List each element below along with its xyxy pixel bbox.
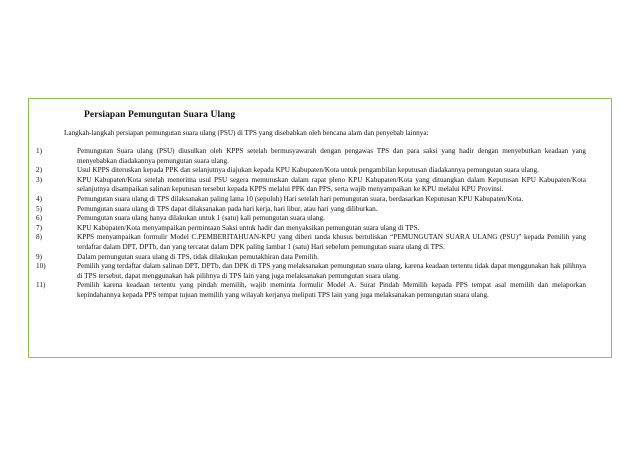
- list-item-number: 11): [36, 281, 46, 290]
- list-item-number: 9): [36, 252, 42, 261]
- list-item: [36, 262, 586, 281]
- list-item: [36, 233, 586, 252]
- list-item-text: Pemungutan suara ulang di TPS dilaksanakan paling lama 10 (sepuluh) Hari setelah hari pemungutan suara, berdasarkan Keputusan KPU Kabupaten/Kota.: [77, 194, 524, 203]
- list-item-number: 1): [36, 147, 42, 155]
- list-item: [36, 176, 586, 195]
- list-item-number: 10): [36, 262, 46, 271]
- list-item-text: KPPS menyampaikan formulir Model C.PEMBERITAHUAN-KPU yang diberi tanda khusus bertuliskan “PEMUNGUTAN SUARA ULANG (PSU)” kepada Pemilih yang terdaftar dalam DPT, DPTb, dan yang tercatat dalam DPK paling lambat 1 (satu) Hari sebelum pemungutan suara ulang di TPS.: [77, 233, 586, 251]
- list-item: [36, 166, 586, 176]
- list-item-number: 7): [36, 223, 42, 232]
- list-item-text: Pemungutan suara ulang hanya dilakukan untuk 1 (satu) kali pemungutan suara ulang.: [77, 214, 325, 223]
- list-item-number: 5): [36, 204, 42, 213]
- list-item: [36, 147, 586, 166]
- list-item-text: Pemungutan suara ulang di TPS dapat dilaksanakan pada hari kerja, hari libur, atau hari yang diliburkan.: [77, 204, 378, 213]
- list-item: [36, 214, 586, 224]
- list-item-number: 2): [36, 166, 42, 175]
- list-item-text: Usul KPPS diteruskan kepada PPK dan selanjutnya diajukan kepada KPU Kabupaten/Kota untuk pengambilan keputusan diadakannya pemungutan suara ulang.: [77, 166, 539, 175]
- list-item: [36, 253, 586, 263]
- document-title: Persiapan Pemungutan Suara Ulang: [84, 110, 236, 120]
- list-item-number: 8): [36, 233, 42, 242]
- list-item-text: Pemilih karena keadaan tertentu yang pindah memilih, wajib meminta formulir Model A. Surat Pindah Memilih kepada PPS tempat asal memilih dan melaporkan kepindahannya kepada PPS tempat tujuan memilih yang wilayah kerjanya meliputi TPS lain yang juga melaksanakan pemungutan suara ulang.: [77, 281, 586, 299]
- list-item-text: Pemungutan Suara ulang (PSU) diusulkan oleh KPPS setelah bermusyawarah dengan pengawas TPS dan para saksi yang hadir dengan menyebutkan keadaan yang menyebabkan diadakannya pemungutan suara ulang.: [77, 147, 586, 165]
- list-item-text: KPU Kabupaten/Kota menyampaikan permintaan Saksi untuk hadir dan menyaksikan pemungutan suara ulang di TPS.: [77, 223, 420, 232]
- intro-text: Langkah-langkah persiapan pemungutan suara ulang (PSU) di TPS yang disebabkan oleh bencana alam dan penyebab lainnya:: [64, 129, 429, 137]
- list-item: [36, 205, 586, 215]
- list-item-text: KPU Kabupaten/Kota setelah menerima usul PSU segera memutuskan dalam rapat pleno KPU Kabupaten/Kota yang dituangkan dalam Keputusan KPU Kabupaten/Kota selanjutnya disampaikan salinan keputusan tersebut kepada KPPS melalui PPK dan PPS, serta wajib menyampaikan ke KPU melalui KPU Provinsi.: [77, 175, 586, 194]
- list-item-number: 4): [36, 194, 42, 203]
- list-item-text: Pemilih yang terdaftar dalam salinan DPT, DPTb, dan DPK di TPS yang melaksanakan pemungutan suara ulang, karena keadaan tertentu tidak dapat menggunakan hak pilihnya di TPS tersebut, dapat menggunakan hak pilihnya di TPS lain yang juga melaksanakan pemungutan suara ulang.: [77, 262, 586, 280]
- steps-list: [36, 147, 586, 301]
- list-item-text: Dalam pemungutan suara ulang di TPS, tidak dilakukan pemutakhiran data Pemilih.: [77, 252, 319, 261]
- list-item-number: 6): [36, 214, 42, 223]
- list-item-number: 3): [36, 175, 42, 184]
- list-item: [36, 195, 586, 205]
- list-item: [36, 224, 586, 234]
- list-item: [36, 281, 586, 300]
